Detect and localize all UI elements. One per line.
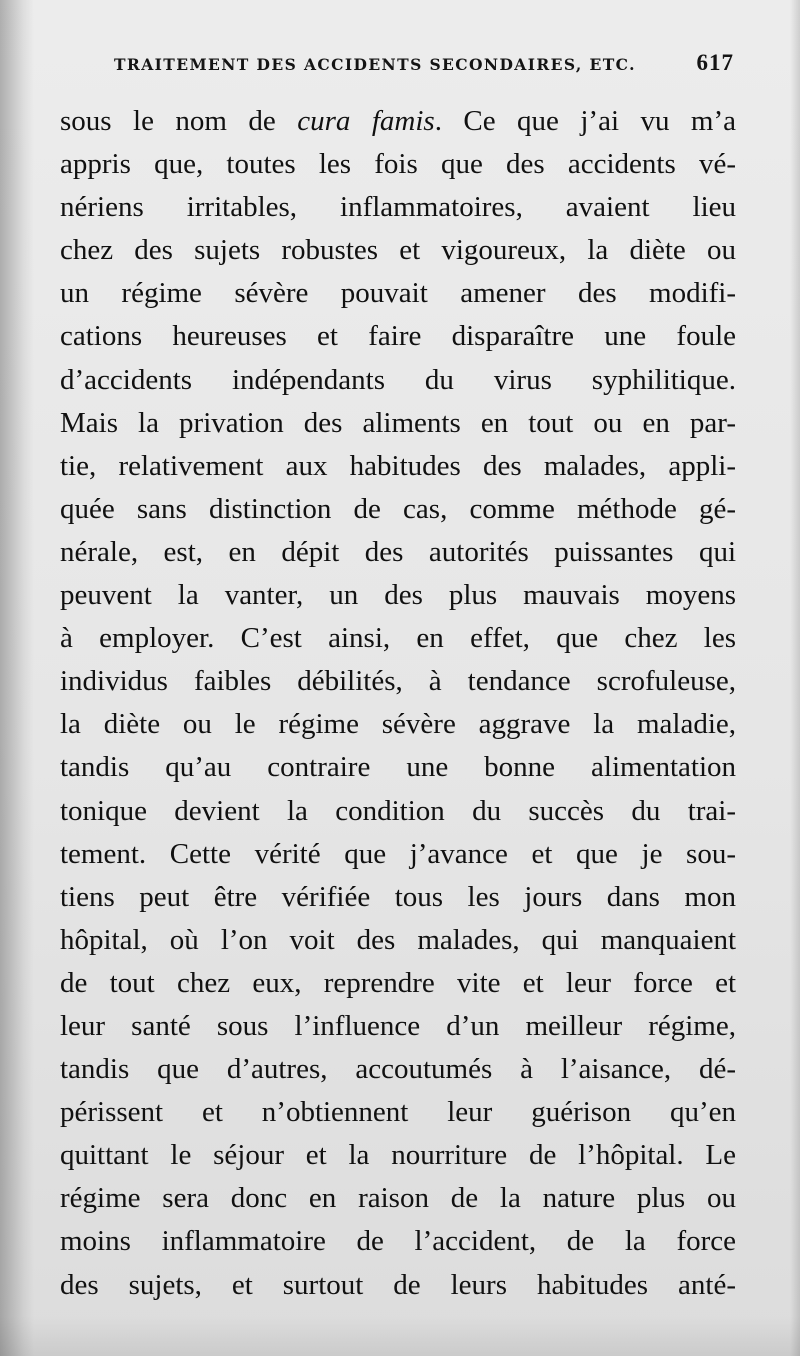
text-line (60, 229, 736, 272)
text-line (60, 315, 736, 358)
text-segment: nérale, est, en dépit des autorités puissantes qui (60, 535, 736, 568)
text-segment: Mais la privation des aliments en tout ou en par- (60, 406, 736, 439)
text-segment: nériens irritables, inflammatoires, avaient lieu (60, 191, 736, 224)
text-segment: cations heureuses et faire disparaître une foule (60, 320, 736, 353)
text-line (60, 962, 736, 1005)
text-segment: peuvent la vanter, un des plus mauvais moyens (60, 579, 736, 612)
text-line (60, 746, 736, 789)
text-segment: régime sera donc en raison de la nature plus ou (60, 1182, 736, 1215)
text-segment: . Ce que j’ai vu m’a (434, 105, 736, 137)
text-line (60, 445, 736, 488)
text-segment: tonique devient la condition du succès du trai- (60, 794, 736, 827)
text-segment: leur santé sous l’influence d’un meilleur régime, (60, 1009, 736, 1042)
text-line (60, 703, 736, 746)
text-segment: appris que, toutes les fois que des accidents vé- (60, 148, 736, 181)
text-line (60, 488, 736, 531)
italic-phrase: cura famis (297, 105, 435, 137)
text-segment: sous le nom de (60, 105, 298, 137)
text-line (60, 876, 736, 919)
text-segment: périssent et n’obtiennent leur guérison qu’en (60, 1096, 736, 1129)
text-line (60, 790, 736, 833)
running-head: TRAITEMENT DES ACCIDENTS SECONDAIRES, ETC. (114, 55, 636, 74)
text-line (60, 1220, 736, 1263)
text-line (60, 1134, 736, 1177)
text-line (60, 143, 736, 186)
text-segment: tie, relativement aux habitudes des malades, appli- (60, 449, 736, 482)
page-bottom-shade (0, 1316, 800, 1356)
text-segment: quittant le séjour et la nourriture de l’hôpital. Le (60, 1139, 736, 1172)
text-segment: d’accidents indépendants du virus syphilitique. (60, 363, 736, 396)
text-line (60, 272, 736, 315)
text-line (60, 1005, 736, 1048)
body-text (60, 100, 736, 1307)
text-line (60, 100, 736, 143)
text-line (60, 833, 736, 876)
text-line (60, 919, 736, 962)
text-segment: la diète ou le régime sévère aggrave la maladie, (60, 708, 736, 741)
text-line (60, 359, 736, 402)
text-segment: tandis que d’autres, accoutumés à l’aisance, dé- (60, 1053, 736, 1086)
text-segment: hôpital, où l’on voit des malades, qui manquaient (60, 923, 736, 956)
text-line (60, 574, 736, 617)
text-segment: un régime sévère pouvait amener des modifi- (60, 277, 736, 310)
text-segment: à employer. C’est ainsi, en effet, que chez les (60, 622, 736, 655)
text-line (60, 1048, 736, 1091)
page-edge (790, 0, 800, 1356)
text-segment: chez des sujets robustes et vigoureux, la diète ou (60, 234, 736, 267)
text-line (60, 531, 736, 574)
text-line (60, 617, 736, 660)
text-line (60, 186, 736, 229)
text-line (60, 660, 736, 703)
text-segment: tandis qu’au contraire une bonne alimentation (60, 751, 736, 784)
text-segment: tiens peut être vérifiée tous les jours dans mon (60, 880, 736, 913)
binding-shadow (0, 0, 34, 1356)
text-line (60, 402, 736, 445)
text-segment: moins inflammatoire de l’accident, de la force (60, 1225, 736, 1258)
page-number: 617 (696, 50, 734, 75)
text-segment: quée sans distinction de cas, comme méthode gé- (60, 492, 736, 525)
text-segment: tement. Cette vérité que j’avance et que je sou- (60, 837, 736, 870)
text-line (60, 1177, 736, 1220)
text-segment: individus faibles débilités, à tendance scrofuleuse, (60, 665, 736, 698)
text-line (60, 1264, 736, 1307)
text-segment: de tout chez eux, reprendre vite et leur force et (60, 966, 736, 999)
text-segment: des sujets, et surtout de leurs habitudes anté- (60, 1268, 736, 1301)
page-header (114, 50, 734, 76)
text-line (60, 1091, 736, 1134)
